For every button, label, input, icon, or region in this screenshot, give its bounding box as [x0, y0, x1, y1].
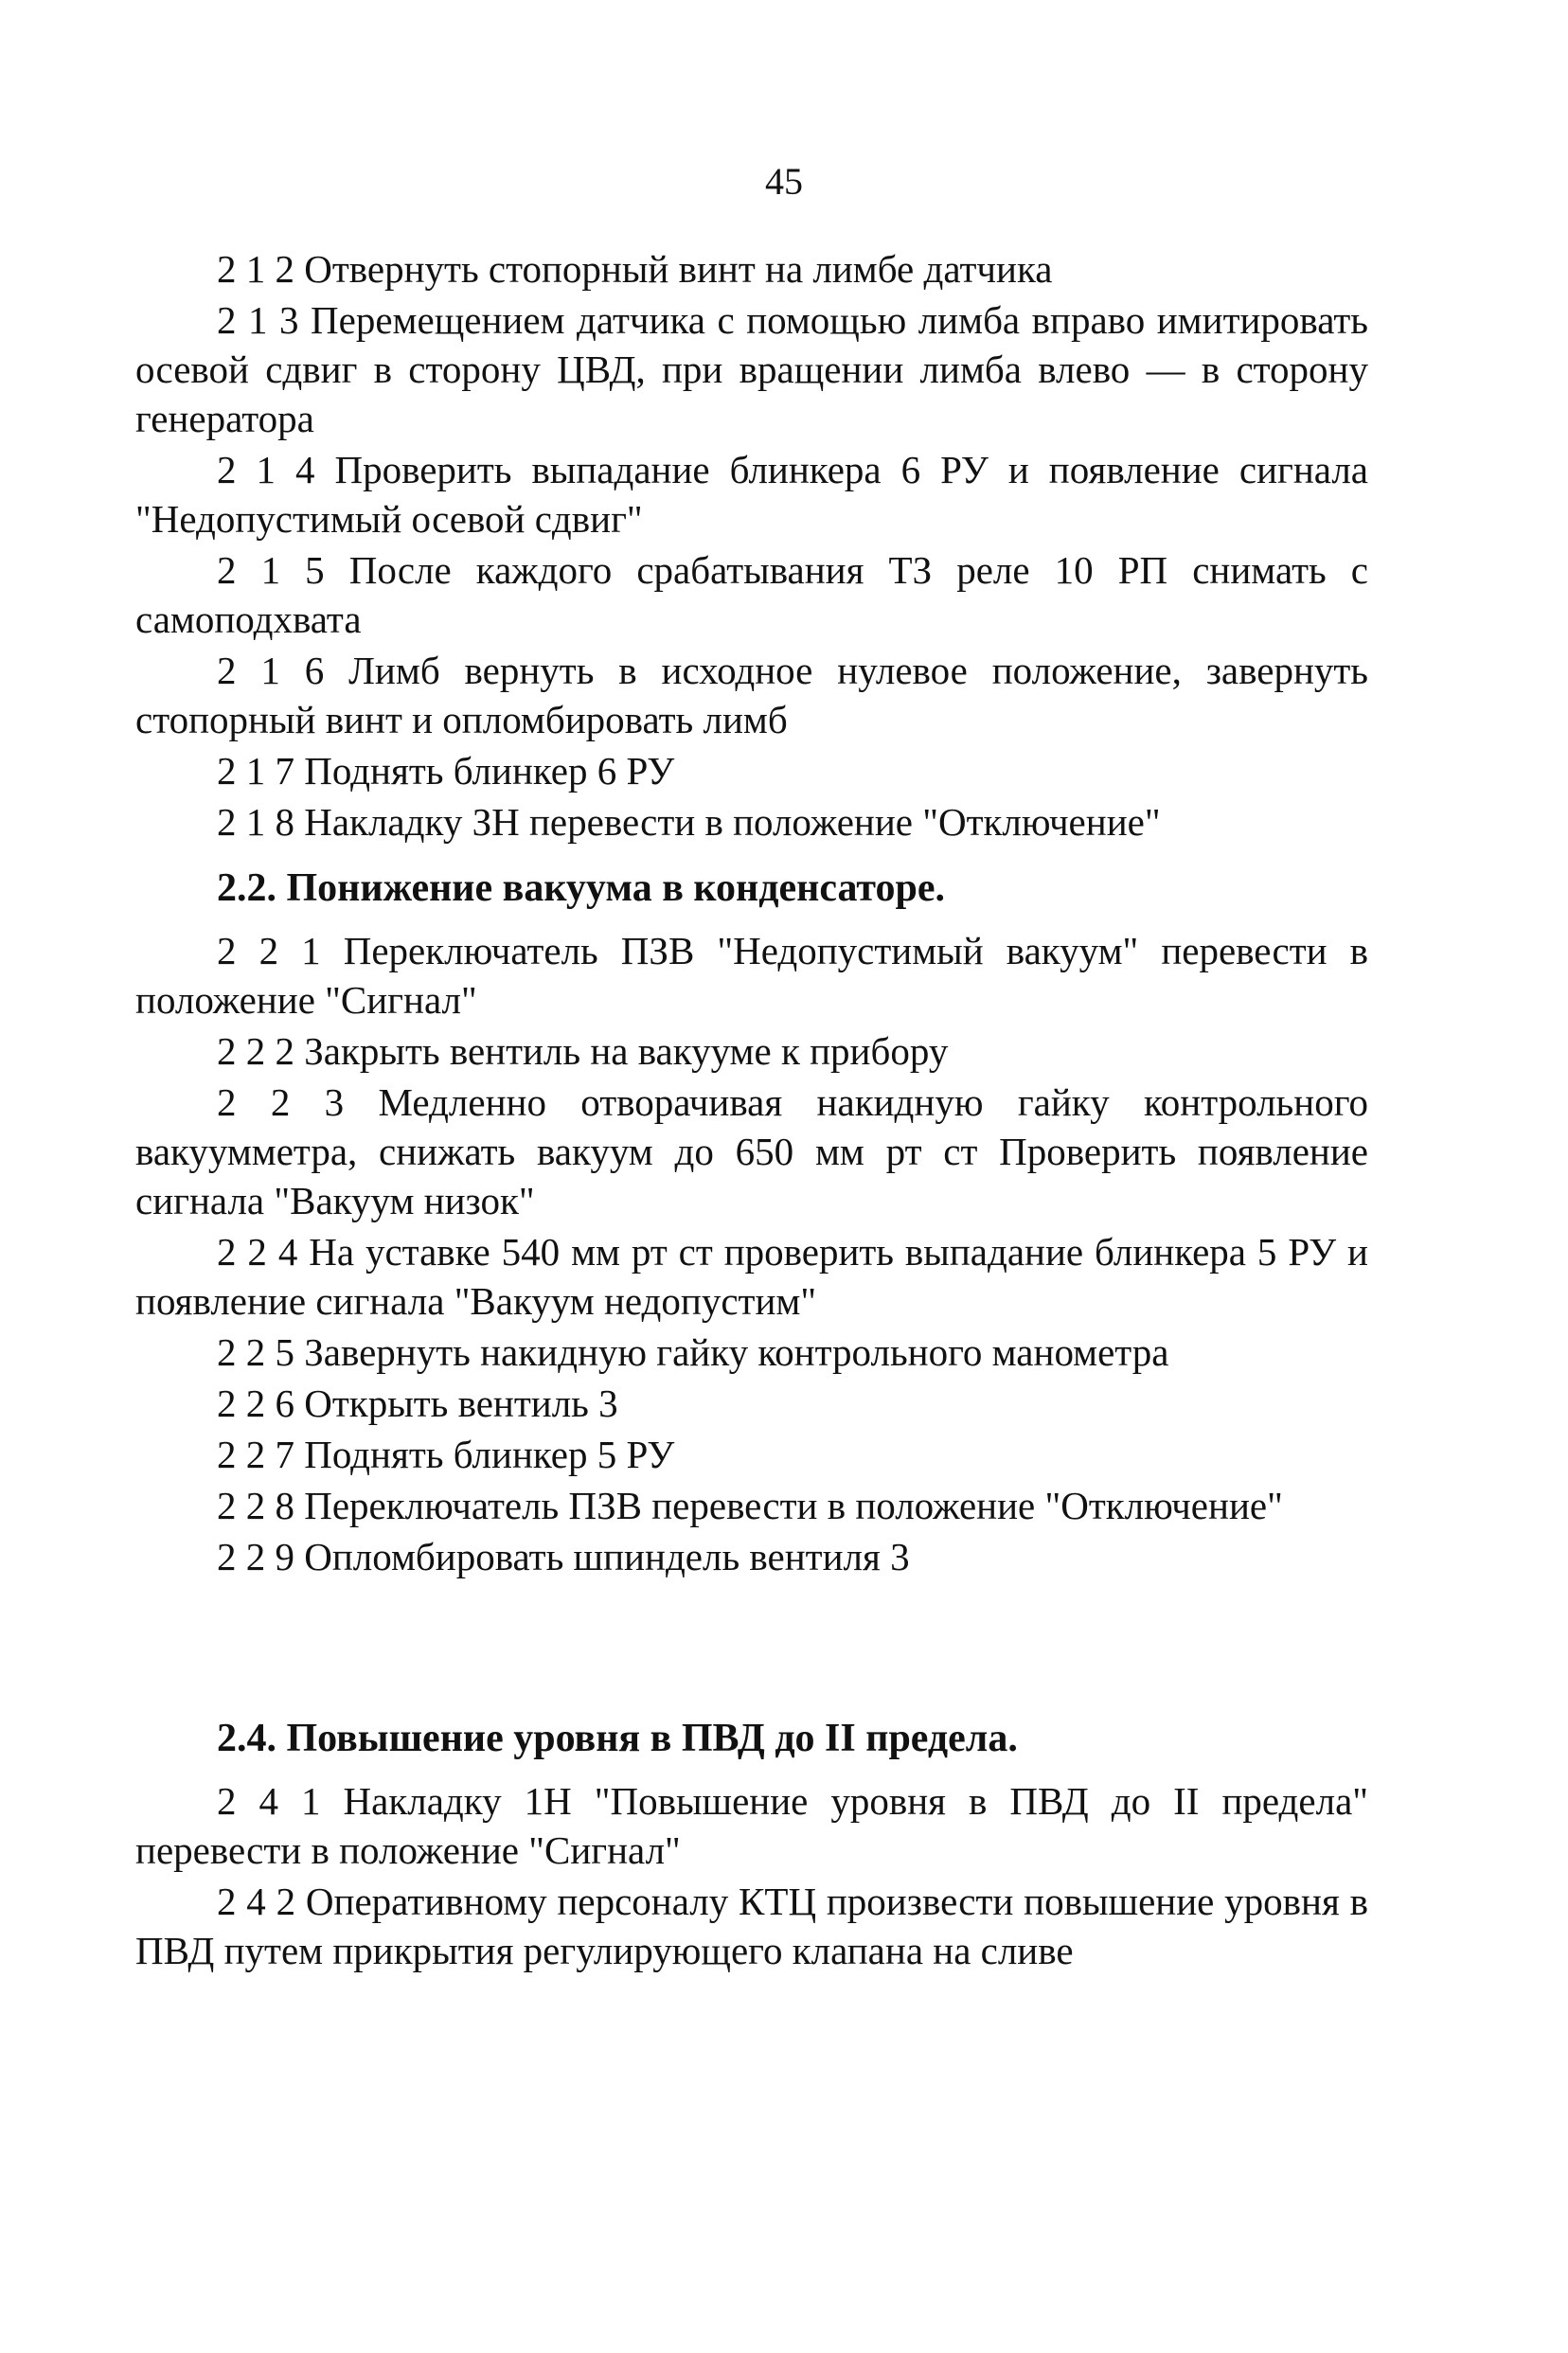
- list-item: 2 1 6 Лимб вернуть в исходное нулевое положение, завернуть стопорный винт и опломбировать лимб: [135, 649, 1368, 741]
- list-item: 2 4 2 Оперативному персоналу КТЦ произвести повышение уровня в ПВД путем прикрытия регулирующего клапана на сливе: [135, 1880, 1368, 1972]
- list-item: 2 2 6 Открыть вентиль 3: [217, 1381, 618, 1425]
- list-item: 2 2 8 Переключатель ПЗВ перевести в положение "Отключение": [217, 1484, 1283, 1527]
- list-item: 2 2 3 Медленно отворачивая накидную гайку контрольного вакуумметра, снижать вакуум до 650 мм рт ст Проверить появление сигнала "Вакуум низок": [135, 1080, 1368, 1222]
- list-item: 2 2 9 Опломбировать шпиндель вентиля 3: [217, 1535, 910, 1578]
- blank-space: [135, 1583, 1368, 1697]
- list-item: 2 1 3 Перемещением датчика с помощью лимба вправо имитировать осевой сдвиг в сторону ЦВД, при вращении лимба влево — в сторону генератора: [135, 298, 1368, 440]
- list-item: 2 1 5 После каждого срабатывания ТЗ реле 10 РП снимать с самоподхвата: [135, 548, 1368, 641]
- list-item: 2 1 2 Отвернуть стопорный винт на лимбе датчика: [217, 247, 1053, 291]
- list-item: 2 4 1 Накладку 1Н "Повышение уровня в ПВД до II предела" перевести в положение "Сигнал": [135, 1779, 1368, 1872]
- list-item: 2 1 8 Накладку ЗН перевести в положение "Отключение": [217, 800, 1161, 844]
- list-item: 2 2 7 Поднять блинкер 5 РУ: [217, 1433, 675, 1476]
- list-item: 2 2 1 Переключатель ПЗВ "Недопустимый вакуум" перевести в положение "Сигнал": [135, 929, 1368, 1022]
- list-item: 2 1 4 Проверить выпадание блинкера 6 РУ и появление сигнала "Недопустимый осевой сдвиг": [135, 448, 1368, 541]
- list-item: 2 1 7 Поднять блинкер 6 РУ: [217, 749, 675, 793]
- section-heading-vacuum: 2.2. Понижение вакуума в конденсаторе.: [217, 866, 945, 910]
- list-item: 2 2 2 Закрыть вентиль на вакууме к прибору: [217, 1029, 949, 1073]
- page-number: 45: [765, 160, 803, 203]
- list-item: 2 2 4 На уставке 540 мм рт ст проверить выпадание блинкера 5 РУ и появление сигнала "Вакуум недопустим": [135, 1230, 1368, 1323]
- list-item: 2 2 5 Завернуть накидную гайку контрольного манометра: [217, 1330, 1169, 1374]
- section-heading-pvd-level: 2.4. Повышение уровня в ПВД до II предела.: [217, 1717, 1018, 1760]
- document-body: [135, 244, 1368, 1977]
